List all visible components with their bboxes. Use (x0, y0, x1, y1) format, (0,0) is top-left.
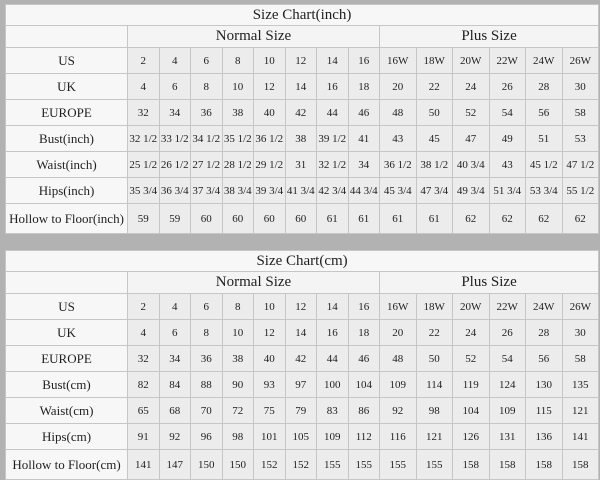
size-value-cell: 124 (489, 372, 526, 398)
size-value-cell: 121 (416, 424, 453, 450)
size-value-cell: 8 (191, 74, 223, 100)
size-value-cell: 136 (526, 424, 563, 450)
size-value-cell: 26 1/2 (159, 152, 191, 178)
row-label: US (6, 294, 128, 320)
size-value-cell: 32 1/2 (317, 152, 349, 178)
table-title-row (6, 5, 599, 26)
plus-size-header: Plus Size (380, 272, 599, 294)
size-value-cell: 24W (526, 48, 563, 74)
size-value-cell: 16 (348, 48, 380, 74)
size-value-cell: 32 1/2 (128, 126, 160, 152)
size-value-cell: 16 (348, 294, 380, 320)
table-row (6, 372, 599, 398)
size-value-cell: 96 (191, 424, 223, 450)
size-value-cell: 26 (489, 320, 526, 346)
size-value-cell: 38 1/2 (416, 152, 453, 178)
size-value-cell: 92 (159, 424, 191, 450)
size-value-cell: 12 (254, 320, 286, 346)
size-value-cell: 116 (380, 424, 417, 450)
size-value-cell: 79 (285, 398, 317, 424)
size-value-cell: 28 (526, 74, 563, 100)
size-value-cell: 36 1/2 (380, 152, 417, 178)
column-group-row (6, 272, 599, 294)
size-value-cell: 44 3/4 (348, 178, 380, 204)
size-value-cell: 4 (128, 320, 160, 346)
size-value-cell: 92 (380, 398, 417, 424)
size-value-cell: 98 (222, 424, 254, 450)
row-label: Hollow to Floor(cm) (6, 450, 128, 480)
size-value-cell: 59 (159, 204, 191, 234)
size-value-cell: 97 (285, 372, 317, 398)
size-value-cell: 141 (128, 450, 160, 480)
size-value-cell: 20 (380, 74, 417, 100)
table-row (6, 74, 599, 100)
table-row (6, 450, 599, 480)
size-value-cell: 98 (416, 398, 453, 424)
size-value-cell: 158 (562, 450, 599, 480)
row-label: EUROPE (6, 346, 128, 372)
size-value-cell: 37 3/4 (191, 178, 223, 204)
table-row (6, 320, 599, 346)
size-value-cell: 54 (489, 100, 526, 126)
size-value-cell: 42 (285, 100, 317, 126)
size-value-cell: 8 (222, 294, 254, 320)
size-value-cell: 22W (489, 294, 526, 320)
size-value-cell: 150 (222, 450, 254, 480)
row-label: UK (6, 74, 128, 100)
size-value-cell: 61 (317, 204, 349, 234)
size-value-cell: 54 (489, 346, 526, 372)
size-value-cell: 16W (380, 48, 417, 74)
size-value-cell: 31 (285, 152, 317, 178)
size-value-cell: 6 (191, 48, 223, 74)
size-value-cell: 6 (159, 74, 191, 100)
size-value-cell: 84 (159, 372, 191, 398)
size-value-cell: 20W (453, 48, 490, 74)
size-value-cell: 14 (285, 320, 317, 346)
size-value-cell: 90 (222, 372, 254, 398)
size-value-cell: 114 (416, 372, 453, 398)
table-title: Size Chart(inch) (6, 5, 599, 26)
size-value-cell: 56 (526, 346, 563, 372)
size-value-cell: 18 (348, 320, 380, 346)
table-row (6, 152, 599, 178)
size-value-cell: 14 (285, 74, 317, 100)
size-value-cell: 61 (416, 204, 453, 234)
size-value-cell: 55 1/2 (562, 178, 599, 204)
size-value-cell: 109 (489, 398, 526, 424)
size-value-cell: 130 (526, 372, 563, 398)
size-value-cell: 52 (453, 346, 490, 372)
size-value-cell: 141 (562, 424, 599, 450)
size-value-cell: 51 3/4 (489, 178, 526, 204)
size-value-cell: 30 (562, 74, 599, 100)
table-row (6, 346, 599, 372)
size-value-cell: 88 (191, 372, 223, 398)
table-row (6, 398, 599, 424)
size-value-cell: 12 (285, 48, 317, 74)
size-value-cell: 83 (317, 398, 349, 424)
size-value-cell: 61 (380, 204, 417, 234)
corner-cell (6, 26, 128, 48)
size-value-cell: 8 (191, 320, 223, 346)
table-row (6, 178, 599, 204)
size-value-cell: 41 3/4 (285, 178, 317, 204)
size-value-cell: 51 (526, 126, 563, 152)
row-label: Bust(inch) (6, 126, 128, 152)
row-label: Hips(cm) (6, 424, 128, 450)
table-row (6, 48, 599, 74)
table-row (6, 294, 599, 320)
size-value-cell: 158 (526, 450, 563, 480)
size-value-cell: 131 (489, 424, 526, 450)
size-value-cell: 42 3/4 (317, 178, 349, 204)
size-value-cell: 48 (380, 346, 417, 372)
size-value-cell: 155 (348, 450, 380, 480)
size-value-cell: 40 (254, 346, 286, 372)
size-value-cell: 22W (489, 48, 526, 74)
size-value-cell: 45 1/2 (526, 152, 563, 178)
size-value-cell: 18W (416, 48, 453, 74)
size-value-cell: 38 (222, 100, 254, 126)
size-value-cell: 45 (416, 126, 453, 152)
row-label: Hips(inch) (6, 178, 128, 204)
size-chart-cm-table (5, 250, 599, 480)
size-value-cell: 6 (191, 294, 223, 320)
size-value-cell: 4 (159, 294, 191, 320)
size-value-cell: 36 (191, 100, 223, 126)
size-value-cell: 56 (526, 100, 563, 126)
size-value-cell: 28 (526, 320, 563, 346)
size-value-cell: 152 (254, 450, 286, 480)
size-value-cell: 38 3/4 (222, 178, 254, 204)
size-value-cell: 32 (128, 346, 160, 372)
size-value-cell: 49 (489, 126, 526, 152)
size-value-cell: 36 3/4 (159, 178, 191, 204)
size-value-cell: 26W (562, 48, 599, 74)
size-value-cell: 32 (128, 100, 160, 126)
size-value-cell: 112 (348, 424, 380, 450)
size-value-cell: 119 (453, 372, 490, 398)
row-label: EUROPE (6, 100, 128, 126)
row-label: Waist(cm) (6, 398, 128, 424)
size-value-cell: 35 1/2 (222, 126, 254, 152)
size-value-cell: 147 (159, 450, 191, 480)
table-title-row (6, 251, 599, 272)
size-value-cell: 30 (562, 320, 599, 346)
size-value-cell: 28 1/2 (222, 152, 254, 178)
size-value-cell: 47 3/4 (416, 178, 453, 204)
size-value-cell: 34 (159, 346, 191, 372)
size-value-cell: 39 1/2 (317, 126, 349, 152)
size-value-cell: 24W (526, 294, 563, 320)
size-value-cell: 49 3/4 (453, 178, 490, 204)
size-value-cell: 101 (254, 424, 286, 450)
size-value-cell: 22 (416, 320, 453, 346)
normal-size-header: Normal Size (128, 26, 380, 48)
plus-size-header: Plus Size (380, 26, 599, 48)
size-value-cell: 6 (159, 320, 191, 346)
size-value-cell: 46 (348, 346, 380, 372)
size-value-cell: 40 3/4 (453, 152, 490, 178)
size-value-cell: 10 (222, 320, 254, 346)
size-value-cell: 47 1/2 (562, 152, 599, 178)
size-value-cell: 24 (453, 320, 490, 346)
size-value-cell: 34 (159, 100, 191, 126)
size-value-cell: 10 (254, 48, 286, 74)
size-value-cell: 38 (285, 126, 317, 152)
size-value-cell: 155 (416, 450, 453, 480)
size-value-cell: 135 (562, 372, 599, 398)
size-value-cell: 59 (128, 204, 160, 234)
size-value-cell: 61 (348, 204, 380, 234)
size-value-cell: 2 (128, 48, 160, 74)
column-group-row (6, 26, 599, 48)
size-value-cell: 18W (416, 294, 453, 320)
size-value-cell: 158 (489, 450, 526, 480)
table-title: Size Chart(cm) (6, 251, 599, 272)
size-value-cell: 104 (348, 372, 380, 398)
size-value-cell: 26W (562, 294, 599, 320)
size-value-cell: 70 (191, 398, 223, 424)
size-value-cell: 91 (128, 424, 160, 450)
row-label: Waist(inch) (6, 152, 128, 178)
size-value-cell: 62 (489, 204, 526, 234)
size-value-cell: 42 (285, 346, 317, 372)
row-label: UK (6, 320, 128, 346)
size-value-cell: 26 (489, 74, 526, 100)
row-label: US (6, 48, 128, 74)
size-value-cell: 14 (317, 294, 349, 320)
size-value-cell: 34 1/2 (191, 126, 223, 152)
size-value-cell: 8 (222, 48, 254, 74)
size-value-cell: 14 (317, 48, 349, 74)
size-value-cell: 68 (159, 398, 191, 424)
corner-cell (6, 272, 128, 294)
size-value-cell: 25 1/2 (128, 152, 160, 178)
size-value-cell: 50 (416, 100, 453, 126)
size-value-cell: 150 (191, 450, 223, 480)
size-value-cell: 18 (348, 74, 380, 100)
size-value-cell: 44 (317, 100, 349, 126)
size-value-cell: 2 (128, 294, 160, 320)
size-value-cell: 58 (562, 100, 599, 126)
size-value-cell: 93 (254, 372, 286, 398)
size-value-cell: 82 (128, 372, 160, 398)
size-value-cell: 62 (453, 204, 490, 234)
size-value-cell: 53 3/4 (526, 178, 563, 204)
size-value-cell: 115 (526, 398, 563, 424)
size-value-cell: 105 (285, 424, 317, 450)
size-value-cell: 158 (453, 450, 490, 480)
size-value-cell: 10 (222, 74, 254, 100)
table-row (6, 204, 599, 234)
size-value-cell: 72 (222, 398, 254, 424)
size-value-cell: 4 (128, 74, 160, 100)
size-value-cell: 47 (453, 126, 490, 152)
size-value-cell: 53 (562, 126, 599, 152)
size-value-cell: 20W (453, 294, 490, 320)
size-value-cell: 38 (222, 346, 254, 372)
size-value-cell: 33 1/2 (159, 126, 191, 152)
size-value-cell: 29 1/2 (254, 152, 286, 178)
size-value-cell: 39 3/4 (254, 178, 286, 204)
size-value-cell: 16 (317, 74, 349, 100)
size-value-cell: 58 (562, 346, 599, 372)
size-value-cell: 60 (285, 204, 317, 234)
size-value-cell: 40 (254, 100, 286, 126)
size-value-cell: 43 (380, 126, 417, 152)
size-value-cell: 27 1/2 (191, 152, 223, 178)
size-value-cell: 44 (317, 346, 349, 372)
size-value-cell: 152 (285, 450, 317, 480)
size-value-cell: 41 (348, 126, 380, 152)
size-chart-inch-table (5, 4, 599, 234)
size-value-cell: 48 (380, 100, 417, 126)
size-value-cell: 86 (348, 398, 380, 424)
size-value-cell: 45 3/4 (380, 178, 417, 204)
size-value-cell: 43 (489, 152, 526, 178)
size-value-cell: 62 (526, 204, 563, 234)
size-value-cell: 62 (562, 204, 599, 234)
size-value-cell: 12 (254, 74, 286, 100)
size-value-cell: 35 3/4 (128, 178, 160, 204)
table-row (6, 100, 599, 126)
size-value-cell: 12 (285, 294, 317, 320)
size-value-cell: 121 (562, 398, 599, 424)
size-value-cell: 109 (380, 372, 417, 398)
size-value-cell: 109 (317, 424, 349, 450)
size-value-cell: 36 (191, 346, 223, 372)
table-row (6, 424, 599, 450)
size-value-cell: 60 (191, 204, 223, 234)
size-value-cell: 36 1/2 (254, 126, 286, 152)
size-value-cell: 75 (254, 398, 286, 424)
size-value-cell: 104 (453, 398, 490, 424)
size-value-cell: 46 (348, 100, 380, 126)
size-value-cell: 126 (453, 424, 490, 450)
size-value-cell: 60 (254, 204, 286, 234)
size-value-cell: 100 (317, 372, 349, 398)
size-value-cell: 20 (380, 320, 417, 346)
table-row (6, 126, 599, 152)
size-value-cell: 4 (159, 48, 191, 74)
normal-size-header: Normal Size (128, 272, 380, 294)
row-label: Hollow to Floor(inch) (6, 204, 128, 234)
size-value-cell: 50 (416, 346, 453, 372)
size-value-cell: 52 (453, 100, 490, 126)
size-value-cell: 155 (380, 450, 417, 480)
size-value-cell: 16 (317, 320, 349, 346)
size-value-cell: 22 (416, 74, 453, 100)
size-value-cell: 24 (453, 74, 490, 100)
size-value-cell: 10 (254, 294, 286, 320)
size-value-cell: 60 (222, 204, 254, 234)
size-value-cell: 65 (128, 398, 160, 424)
row-label: Bust(cm) (6, 372, 128, 398)
size-value-cell: 155 (317, 450, 349, 480)
size-value-cell: 34 (348, 152, 380, 178)
size-value-cell: 16W (380, 294, 417, 320)
